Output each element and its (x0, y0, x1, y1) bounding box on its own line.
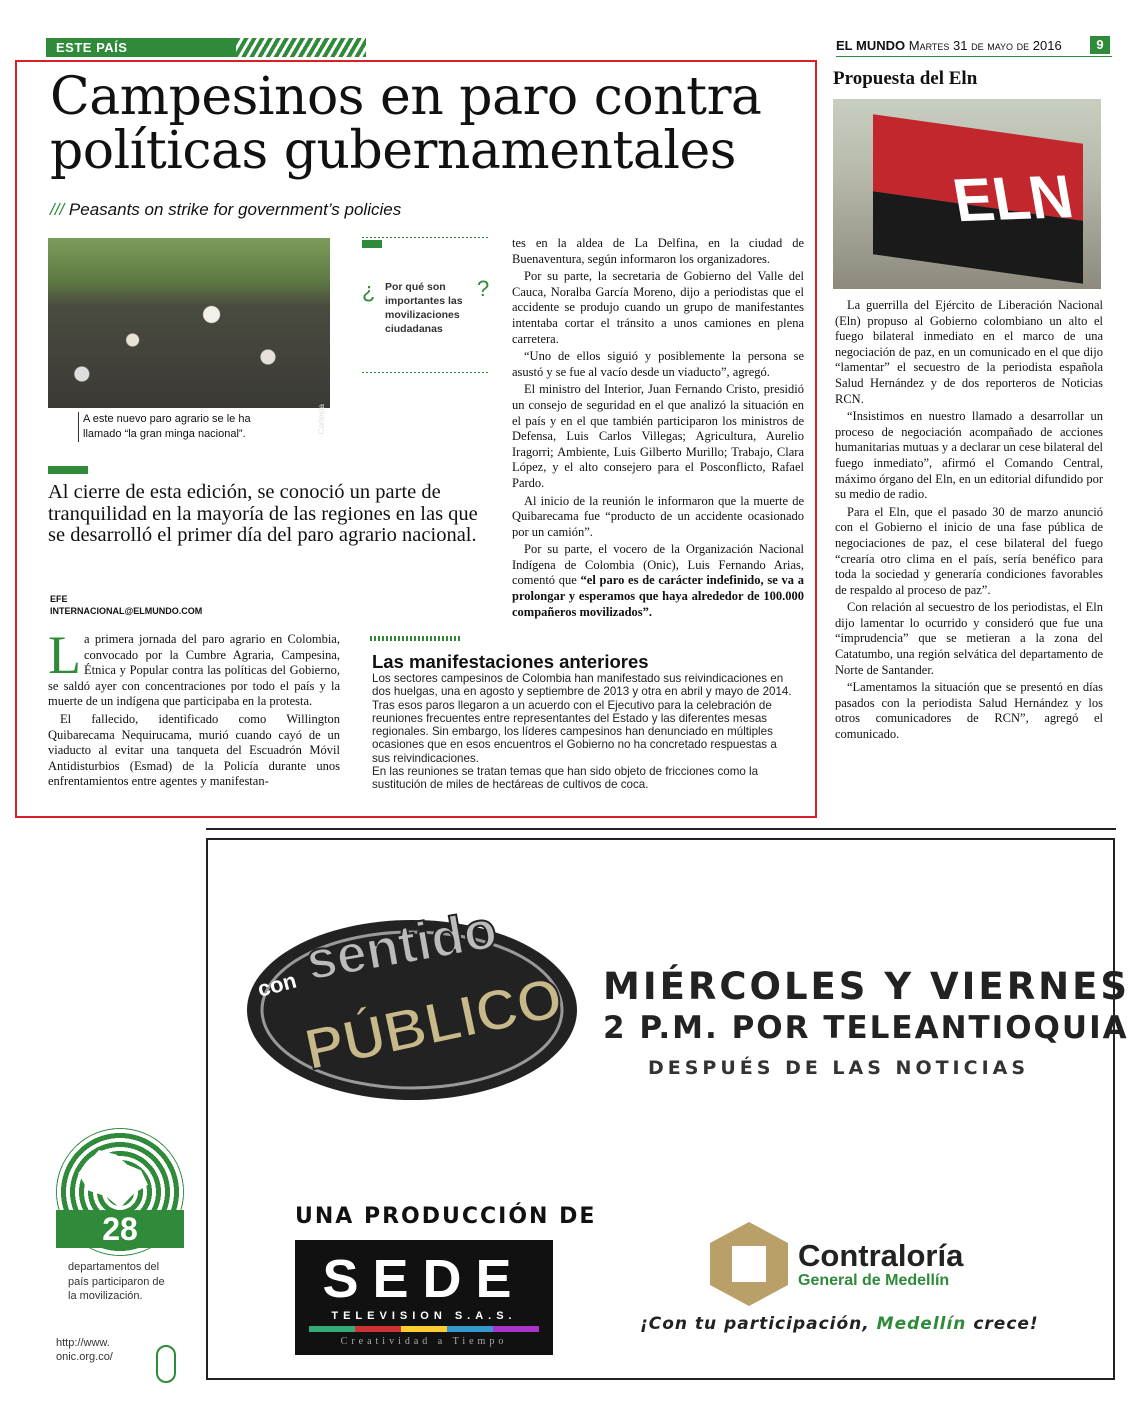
sede-subtitle: TELEVISION S.A.S. (331, 1310, 517, 1322)
issue-date: Martes 31 de mayo de 2016 (908, 38, 1062, 53)
article-body-col3 (512, 236, 804, 622)
contraloria-logo-inner (732, 1246, 766, 1282)
sentido-publico-logo (240, 885, 585, 1125)
subtitle-text: Peasants on strike for government’s policies (68, 200, 402, 219)
flag-text: ELN (948, 162, 1078, 235)
body-col1-p1: a primera jornada del paro agrario en Colombia, convocado por la Cumbre Agraria, Campesina, Étnica y Popular contra las políticas del Gobierno, se saldó ayer con concentraciones por todo el país y la muerte de un indígena que participaba en la protesta. (48, 632, 340, 709)
sede-colorbar (309, 1326, 539, 1332)
photo-caption (78, 412, 251, 442)
page-number: 9 (1090, 36, 1110, 54)
logo-publico: PÚBLICO (299, 964, 568, 1083)
article-body-col1 (48, 625, 340, 792)
body-col3-p6-quote: “el paro es de carácter indefinido, se va a prolongar y esperamos que haya alrededor de 100.000 compañeros movilizados”. (512, 573, 804, 619)
ad-line-1: MIÉRCOLES Y VIERNES (603, 965, 1131, 1008)
side-article-title: Propuesta del Eln (833, 68, 978, 89)
box-title: Las manifestaciones anteriores (372, 651, 649, 672)
section-stripes (236, 38, 366, 57)
lead-marker (48, 466, 88, 474)
body-col3-p1: tes en la aldea de La Delfina, en la ciudad de Buenaventura, según informaron los organizadores. (512, 236, 804, 266)
byline-agency: EFE (50, 594, 68, 604)
section-tag (46, 38, 366, 57)
logo-sentido: sentido (301, 899, 502, 992)
side-p4: Con relación al secuestro de los periodistas, el Eln dijo lamentar lo ocurrido y consideró que fue una “imprudencia” que se metieran a la zona del Catatumbo, una región selvática del departamento de Norte de Santander. (835, 600, 1103, 677)
box-p1: Los sectores campesinos de Colombia han manifestado sus reivindicaciones en dos huelgas, una en agosto y septiembre de 2013 y otra en abril y mayo de 2014. Tras esos paros llegaron a un acuerdo con el Ejecutivo para la celebración de reuniones frecuentes entre representantes del Estado y las diferentes mesas regionales. Sin embargo, los líderes campesinos han denunciado en múltiples ocasiones que en esos encuentros el Gobierno no ha concretado respuestas a sus reivindicaciones. (372, 672, 792, 765)
sidebar-rule-bottom (362, 372, 490, 373)
logo-con: con (254, 967, 300, 1002)
eln-flag-photo (833, 99, 1101, 289)
ad-line-3: DESPUÉS DE LAS NOTICIAS (648, 1057, 1030, 1079)
box-body (372, 672, 797, 792)
caption-line-1: A este nuevo paro agrario se le ha (83, 413, 251, 425)
side-p2: “Insistimos en nuestro llamado a desarrollar un proceso de negociación acompañado de acciones humanitarias mutuas y a declarar un cese bilateral del fuego inmediato”, afirmó el Comando Central, máximo órgano del Eln, en un editorial difundido por su medio de radio. (835, 409, 1103, 502)
slogan-city: Medellín (876, 1314, 967, 1334)
body-col3-p6 (512, 542, 804, 620)
url-line-2: onic.org.co/ (56, 1351, 113, 1363)
side-p3: Para el Eln, que el pasado 30 de marzo anunció con el Gobierno el inicio de una fase pública de negociaciones de paz, el cese bilateral del fuego “crearía otro clima en el país, sería benéfico para toda la sociedad y generaría condiciones favorables de respaldo al proceso de paz”. (835, 504, 1103, 597)
ad-line-2: 2 P.M. POR TELEANTIOQUIA (603, 1010, 1129, 1046)
contraloria-name: Contraloría (798, 1238, 964, 1273)
side-p1: La guerrilla del Ejército de Liberación Nacional (Eln) propuso al Gobierno colombiano un alto el fuego bilateral inmediato en el marco de una negociación de paz, en un comunicado en el que dijo “lamentar” el secuestro de la periodista española Salud Hernández y de dos reporteros de Noticias RCN. (835, 298, 1103, 406)
infographic-caption: departamentos del país participaron de la movilización. (68, 1261, 165, 1302)
side-p5: “Lamentamos la situación que se presentó en días pasados con la periodista Salud Hernández y los otros comunicadores de RCN”, agregó el comunicado. (835, 680, 1103, 742)
mouse-icon (156, 1345, 176, 1383)
url-line-1: http://www. (56, 1337, 110, 1349)
byline-email: INTERNACIONAL@ELMUNDO.COM (50, 606, 203, 616)
contraloria-subtitle: General de Medellín (798, 1272, 950, 1289)
body-col3-p3: “Uno de ellos siguió y posiblemente la persona se asustó y se fue al vacío desde un viaducto”, agregó. (512, 349, 804, 379)
byline (50, 593, 202, 617)
sede-logo (295, 1240, 553, 1355)
slogan-part-1: ¡Con tu participación, (640, 1314, 877, 1334)
body-col3-p6-text: Por su parte, el vocero de la Organización Nacional Indígena de Colombia (Onic), Luis Fernando Arias, comentó que (512, 542, 804, 588)
box-p2: En las reuniones se tratan temas que han sido objeto de fricciones como la sustitución de miles de hectáreas de cultivos de coca. (372, 765, 759, 792)
question-close-mark: ? (477, 276, 490, 301)
headline-line-2: políticas gubernamentales (50, 121, 736, 181)
body-col1-p2: El fallecido, identificado como Willington Quibarecama Nequirucama, murió cuando cayó de un viaducto al evitar una tanqueta del Escuadrón Móvil Antidisturbios (Esmad) de la Policía durante unos enfrentamientos entre agentes y manifestan- (48, 711, 340, 789)
sede-wordmark: SEDE (322, 1249, 526, 1309)
article-lead: Al cierre de esta edición, se conoció un parte de tranquilidad en la mayoría de las regiones en las que se desarrolló el primer día del paro agrario nacional. (48, 481, 478, 546)
infographic-url (56, 1336, 113, 1364)
masthead (836, 38, 1062, 53)
article-subtitle (50, 200, 401, 220)
paper-name: EL MUNDO (836, 38, 906, 53)
box-marker (370, 636, 462, 641)
slogan-part-2: crece! (966, 1314, 1039, 1334)
ad-slogan (640, 1314, 1039, 1334)
body-col3-p4: El ministro del Interior, Juan Fernando Cristo, presidió un consejo de seguridad en el que analizó la situación en el país y en el que también participaron los ministros de Defensa, Luis Carlos Villegas; Agricultura, Aurelio Iragorri; Ambiente, Luis Gilberto Murillo; Trabajo, Clara López, y el alto consejero para el Posconflicto, Rafael Pardo. (512, 382, 804, 490)
drop-cap: L (48, 625, 81, 685)
sidebar-marker (362, 240, 490, 248)
section-label: ESTE PAÍS (56, 40, 128, 55)
article-headline (50, 67, 810, 181)
production-label: UNA PRODUCCIÓN DE (295, 1204, 597, 1229)
side-article-body (835, 298, 1103, 745)
body-col3-p5: Al inicio de la reunión le informaron que la muerte de Quibarecama fue “producto de un accidente ocasionado por un camión”. (512, 493, 804, 539)
infographic-number: 28 (56, 1210, 184, 1248)
caption-line-2: llamado “la gran minga nacional”. (83, 428, 246, 440)
question-open-mark: ¿ (362, 278, 376, 303)
eln-flag (873, 114, 1083, 284)
photo-credit: Cortesía (317, 404, 326, 435)
header-rule (836, 56, 1112, 57)
body-col3-p2: Por su parte, la secretaria de Gobierno del Valle del Cauca, Noralba García Moreno, dijo a periodistas que el accidente se produjo cuando un grupo de manifestantes intentaba cortar el tránsito a unos camiones en plena carretera. (512, 269, 804, 346)
ad-separator (206, 828, 1116, 830)
sede-tagline: Creatividad a Tiempo (340, 1336, 508, 1347)
headline-line-1: Campesinos en paro contra (50, 67, 762, 127)
sidebar-question: Por qué son importantes las movilizaciones ciudadanas (385, 281, 463, 335)
sidebar-rule-top (362, 237, 490, 238)
subtitle-slashes: /// (50, 200, 65, 219)
